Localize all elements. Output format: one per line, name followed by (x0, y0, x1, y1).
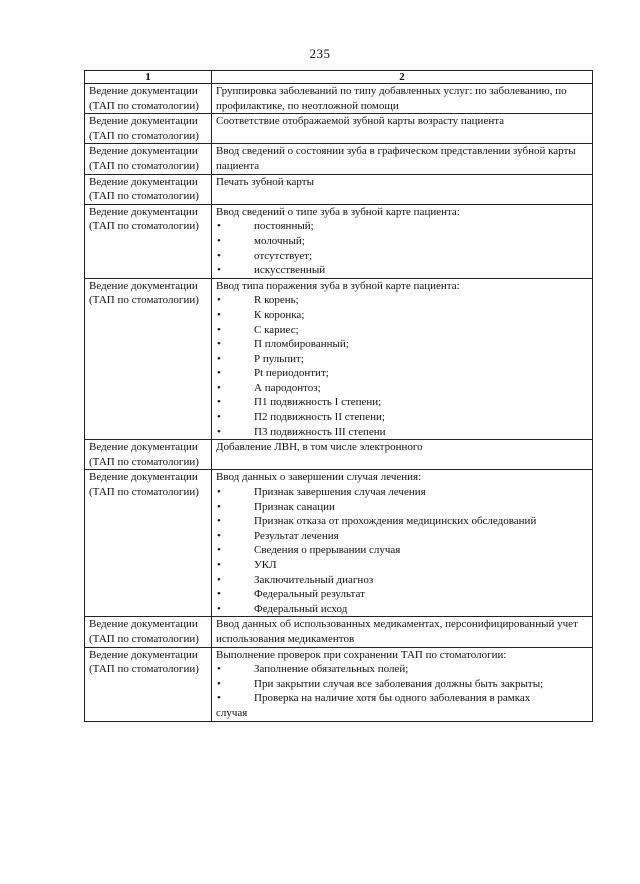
list-item: • К коронка; (216, 308, 589, 323)
table-row (85, 84, 593, 114)
function-area-cell: Ведение документации (ТАП по стоматологии) (85, 647, 212, 721)
requirement-cell (212, 470, 593, 617)
list-item: • искусственный (216, 263, 589, 278)
table-row (85, 617, 593, 647)
list-item: • А пародонтоз; (216, 381, 589, 396)
list-item: • Результат лечения (216, 529, 589, 544)
list-item: • При закрытии случая все заболевания должны быть закрыты; (216, 677, 589, 692)
list-item: • П1 подвижность I степени; (216, 395, 589, 410)
table-row (85, 204, 593, 278)
table-row (85, 174, 593, 204)
list-item: • Сведения о прерывании случая (216, 543, 589, 558)
requirement-cell (212, 174, 593, 204)
list-item: • отсутствует; (216, 249, 589, 264)
table-row (85, 470, 593, 617)
list-item: • Pt периодонтит; (216, 366, 589, 381)
function-area-cell: Ведение документации (ТАП по стоматологии) (85, 617, 212, 647)
page-number: 235 (309, 46, 331, 61)
function-area-cell: Ведение документации (ТАП по стоматологии) (85, 440, 212, 470)
requirement-cell (212, 204, 593, 278)
list-item: • Признак отказа от прохождения медицинских обследований (216, 514, 589, 529)
column-header-1: 1 (85, 71, 212, 84)
continuation-text: случая (216, 706, 248, 719)
table-row (85, 278, 593, 440)
function-area-cell: Ведение документации (ТАП по стоматологии) (85, 470, 212, 617)
requirement-text: Выполнение проверок при сохранении ТАП по стоматологии: (216, 648, 507, 661)
requirement-text: Ввод типа поражения зуба в зубной карте пациента: (216, 279, 460, 292)
list-item: • УКЛ (216, 558, 589, 573)
requirement-cell (212, 617, 593, 647)
column-header-2: 2 (212, 71, 593, 84)
table-row (85, 440, 593, 470)
table-header-row (85, 71, 593, 84)
function-area-cell: Ведение документации (ТАП по стоматологии) (85, 204, 212, 278)
list-item: • Федеральный результат (216, 587, 589, 602)
bullet-list (216, 485, 589, 616)
function-area-cell: Ведение документации (ТАП по стоматологии) (85, 114, 212, 144)
requirement-text: Ввод сведений о типе зуба в зубной карте пациента: (216, 205, 460, 218)
list-item: • П пломбированный; (216, 337, 589, 352)
table-row (85, 114, 593, 144)
requirement-text: Добавление ЛВН, в том числе электронного (216, 441, 423, 454)
requirement-cell (212, 144, 593, 174)
list-item: • П2 подвижность II степени; (216, 410, 589, 425)
list-item: • молочный; (216, 234, 589, 249)
list-item: • R корень; (216, 293, 589, 308)
requirement-cell (212, 84, 593, 114)
list-item: • Проверка на наличие хотя бы одного заболевания в рамках (216, 691, 589, 706)
requirement-cell (212, 278, 593, 440)
list-item: • Признак санации (216, 500, 589, 515)
table-row (85, 647, 593, 721)
table-row (85, 144, 593, 174)
list-item: • Р пульпит; (216, 352, 589, 367)
requirement-text: Ввод сведений о состоянии зуба в графическом представлении зубной карты пациента (216, 145, 576, 172)
list-item: • Федеральный исход (216, 602, 589, 617)
bullet-list (216, 219, 589, 277)
list-item: • Признак завершения случая лечения (216, 485, 589, 500)
function-area-cell: Ведение документации (ТАП по стоматологии) (85, 278, 212, 440)
requirement-text: Ввод данных об использованных медикаментах, персонифицированный учет использования медикаментов (216, 618, 578, 645)
requirement-text: Группировка заболеваний по типу добавленных услуг: по заболеванию, по профилактике, по неотложной помощи (216, 85, 567, 112)
bullet-list (216, 662, 589, 706)
function-area-cell: Ведение документации (ТАП по стоматологии) (85, 84, 212, 114)
bullet-list (216, 293, 589, 439)
requirements-table (84, 70, 593, 722)
function-area-cell: Ведение документации (ТАП по стоматологии) (85, 144, 212, 174)
requirement-text: Ввод данных о завершении случая лечения: (216, 471, 422, 484)
function-area-cell: Ведение документации (ТАП по стоматологии) (85, 174, 212, 204)
list-item: • Заполнение обязательных полей; (216, 662, 589, 677)
requirement-cell (212, 647, 593, 721)
requirement-cell (212, 440, 593, 470)
requirement-text: Соответствие отображаемой зубной карты возрасту пациента (216, 115, 505, 128)
list-item: • П3 подвижность III степени (216, 425, 589, 440)
requirement-text: Печать зубной карты (216, 175, 314, 188)
list-item: • С кариес; (216, 323, 589, 338)
list-item: • Заключительный диагноз (216, 573, 589, 588)
list-item: • постоянный; (216, 219, 589, 234)
requirement-cell (212, 114, 593, 144)
